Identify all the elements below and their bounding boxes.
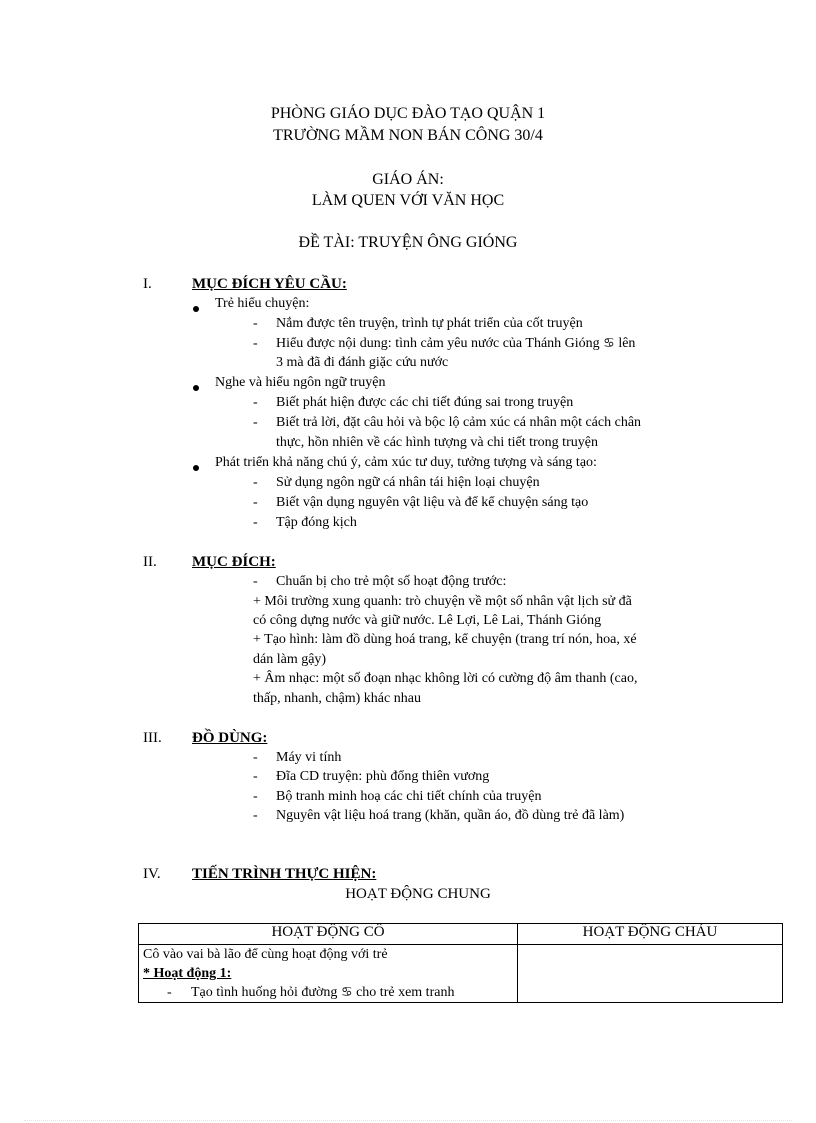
children-activity-cell bbox=[518, 945, 783, 1003]
dash-marker: - bbox=[253, 316, 258, 331]
dash-marker: - bbox=[253, 789, 258, 804]
bullet-icon bbox=[193, 380, 199, 396]
section-1-bullet-3: Phát triển khả năng chú ý, cảm xúc tư duy, tưởng tượng và sáng tạo: bbox=[215, 455, 597, 470]
lesson-topic: ĐỀ TÀI: TRUYỆN ÔNG GIÓNG bbox=[298, 234, 518, 251]
section-4-number: IV. bbox=[143, 866, 161, 882]
dash-marker: - bbox=[253, 475, 258, 490]
section-3-title: ĐỒ DÙNG: bbox=[192, 730, 268, 746]
dash-marker: - bbox=[253, 415, 258, 430]
lesson-plan-label: GIÁO ÁN: bbox=[372, 171, 444, 188]
section-1-item: Nắm được tên truyện, trình tự phát triển của cốt truyện bbox=[276, 316, 583, 331]
table-row bbox=[139, 945, 783, 1003]
teacher-activity-line bbox=[143, 983, 513, 1002]
dash-marker: - bbox=[167, 985, 172, 1000]
section-3-item: Máy vi tính bbox=[276, 750, 342, 765]
teacher-activity-line: Cô vào vai bà lão để cùng hoạt động với trẻ bbox=[143, 947, 388, 962]
school-name: TRƯỜNG MẦM NON BÁN CÔNG 30/4 bbox=[273, 127, 543, 144]
section-1-title: MỤC ĐÍCH YÊU CẦU: bbox=[192, 276, 347, 292]
section-2-paragraph: + Môi trường xung quanh: trò chuyện về một số nhân vật lịch sử đã bbox=[253, 594, 632, 609]
section-3-item: Đĩa CD truyện: phù đổng thiên vương bbox=[276, 769, 490, 784]
section-1-item bbox=[276, 336, 635, 352]
section-2-paragraph: + Tạo hình: làm đồ dùng hoá trang, kể chuyện (trang trí nón, hoa, xé bbox=[253, 632, 637, 647]
section-2-paragraph-cont: thấp, nhanh, chậm) khác nhau bbox=[253, 691, 421, 706]
cancer-symbol-icon: ♋ bbox=[603, 336, 615, 351]
section-1-item-continuation: thực, hồn nhiên về các hình tượng và chi tiết trong truyện bbox=[276, 435, 598, 450]
section-3-number: III. bbox=[143, 730, 162, 746]
section-4-subtitle: HOẠT ĐỘNG CHUNG bbox=[345, 886, 491, 902]
section-1-item: Sử dụng ngôn ngữ cá nhân tái hiện loại chuyện bbox=[276, 475, 540, 490]
teacher-activity-text: Tạo tình huống hỏi đường bbox=[191, 985, 338, 1000]
lesson-subject: LÀM QUEN VỚI VĂN HỌC bbox=[311, 192, 505, 209]
page-bottom-rule bbox=[24, 1120, 792, 1121]
section-1-item-continuation: 3 mà đã đi đánh giặc cứu nước bbox=[276, 355, 449, 370]
dash-marker: - bbox=[253, 574, 258, 589]
section-1-bullet-1: Trẻ hiểu chuyện: bbox=[215, 296, 310, 311]
dash-marker: - bbox=[253, 515, 258, 530]
section-1-item: Biết trả lời, đặt câu hỏi và bộc lộ cảm xúc cá nhân một cách chân bbox=[276, 415, 642, 430]
section-1-item: Biết phát hiện được các chi tiết đúng sai trong truyện bbox=[276, 395, 574, 410]
section-1-bullet-2: Nghe và hiểu ngôn ngữ truyện bbox=[215, 375, 386, 390]
section-4-title: TIẾN TRÌNH THỰC HIỆN: bbox=[192, 866, 377, 882]
section-2-paragraph-cont: có công dựng nước và giữ nước. Lê Lợi, Lê Lai, Thánh Gióng bbox=[253, 613, 602, 628]
section-1-item: Tập đóng kịch bbox=[276, 515, 357, 530]
dash-marker: - bbox=[253, 495, 258, 510]
section-3-item: Bộ tranh minh hoạ các chi tiết chính của truyện bbox=[276, 789, 542, 804]
section-3-item: Nguyên vật liệu hoá trang (khăn, quần áo, đồ dùng trẻ đã làm) bbox=[276, 808, 625, 823]
table-header-children: HOẠT ĐỘNG CHÁU bbox=[518, 924, 783, 945]
section-1-item-text: Hiểu được nội dung: tình cảm yêu nước của Thánh Gióng bbox=[276, 336, 600, 351]
activity-1-heading: * Hoạt động 1: bbox=[143, 966, 232, 981]
section-2-paragraph: + Âm nhạc: một số đoạn nhạc không lời có cường độ âm thanh (cao, bbox=[253, 671, 638, 686]
bullet-icon bbox=[193, 460, 199, 476]
bullet-icon bbox=[193, 301, 199, 317]
dash-marker: - bbox=[253, 769, 258, 784]
school-department: PHÒNG GIÁO DỤC ĐÀO TẠO QUẬN 1 bbox=[270, 105, 546, 122]
section-1-item: Biết vận dụng nguyên vật liệu và để kể chuyện sáng tạo bbox=[276, 495, 589, 510]
section-2-paragraph-cont: dán làm gậy) bbox=[253, 652, 327, 667]
section-1-item-text-end: lên bbox=[618, 336, 636, 351]
table-header-teacher: HOẠT ĐỘNG CÔ bbox=[139, 924, 518, 945]
section-2-title: MỤC ĐÍCH: bbox=[192, 554, 276, 570]
section-1-number: I. bbox=[143, 276, 152, 292]
teacher-activity-text-end: cho trẻ xem tranh bbox=[356, 985, 455, 1000]
cancer-symbol-icon: ♋ bbox=[340, 985, 353, 1000]
table-header-row bbox=[139, 924, 783, 945]
dash-marker: - bbox=[253, 395, 258, 410]
dash-marker: - bbox=[253, 808, 258, 823]
activities-table bbox=[138, 923, 783, 1003]
section-2-number: II. bbox=[143, 554, 157, 570]
section-2-item: Chuẩn bị cho trẻ một số hoạt động trước: bbox=[276, 574, 507, 589]
dash-marker: - bbox=[253, 336, 258, 351]
teacher-activity-cell bbox=[139, 945, 518, 1003]
dash-marker: - bbox=[253, 750, 258, 765]
